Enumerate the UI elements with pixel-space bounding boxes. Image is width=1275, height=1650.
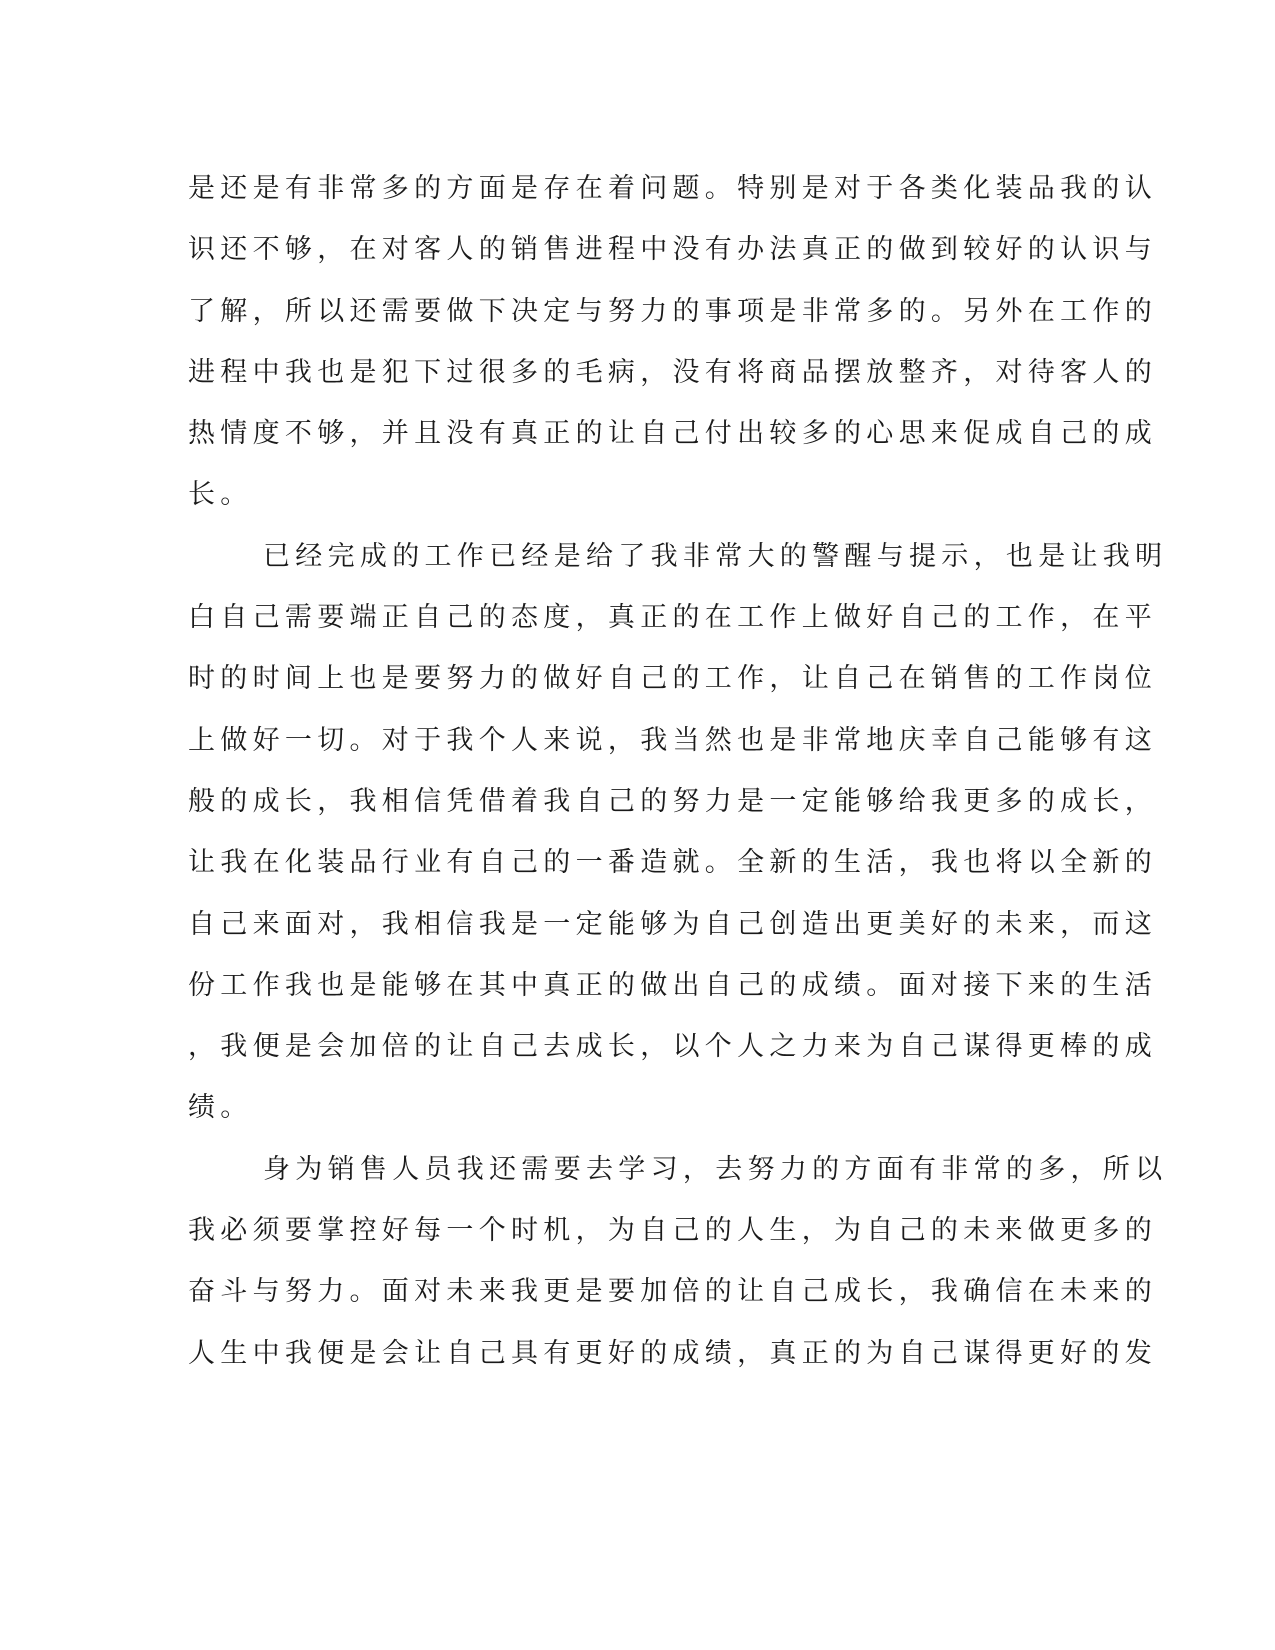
text-line: 般的成长，我相信凭借着我自己的努力是一定能够给我更多的成长， bbox=[188, 785, 1157, 817]
text-line: 奋斗与努力。面对未来我更是要加倍的让自己成长，我确信在未来的 bbox=[188, 1276, 1157, 1308]
text-line: 识还不够，在对客人的销售进程中没有办法真正的做到较好的认识与 bbox=[188, 234, 1157, 266]
text-line: 进程中我也是犯下过很多的毛病，没有将商品摆放整齐，对待客人的 bbox=[188, 356, 1157, 388]
text-line: 是还是有非常多的方面是存在着问题。特别是对于各类化装品我的认 bbox=[188, 173, 1157, 204]
text-line: 白自己需要端正自己的态度，真正的在工作上做好自己的工作，在平 bbox=[188, 602, 1157, 634]
text-line: 让我在化装品行业有自己的一番造就。全新的生活，我也将以全新的 bbox=[188, 847, 1157, 879]
text-line: 了解，所以还需要做下决定与努力的事项是非常多的。另外在工作的 bbox=[188, 295, 1157, 327]
text-line: 已经完成的工作已经是给了我非常大的警醒与提示，也是让我明 bbox=[263, 540, 1168, 572]
text-line: 热情度不够，并且没有真正的让自己付出较多的心思来促成自己的成 bbox=[188, 418, 1157, 450]
text-line: 长。 bbox=[188, 479, 253, 511]
text-line: 身为销售人员我还需要去学习，去努力的方面有非常的多，所以 bbox=[263, 1153, 1168, 1185]
text-line: 上做好一切。对于我个人来说，我当然也是非常地庆幸自己能够有这 bbox=[188, 724, 1157, 756]
text-line: 自己来面对，我相信我是一定能够为自己创造出更美好的未来，而这 bbox=[188, 908, 1157, 940]
text-line: ，我便是会加倍的让自己去成长，以个人之力来为自己谋得更棒的成 bbox=[188, 1031, 1157, 1063]
text-line: 绩。 bbox=[188, 1092, 253, 1124]
text-line: 我必须要掌控好每一个时机，为自己的人生，为自己的未来做更多的 bbox=[188, 1215, 1157, 1247]
paragraph-2 bbox=[188, 526, 1168, 1139]
document-body bbox=[188, 158, 1168, 1384]
text-line: 时的时间上也是要努力的做好自己的工作，让自己在销售的工作岗位 bbox=[188, 663, 1157, 695]
paragraph-3 bbox=[188, 1139, 1168, 1384]
text-line: 人生中我便是会让自己具有更好的成绩，真正的为自己谋得更好的发 bbox=[188, 1337, 1157, 1369]
paragraph-1 bbox=[188, 158, 1157, 526]
text-line: 份工作我也是能够在其中真正的做出自己的成绩。面对接下来的生活 bbox=[188, 969, 1157, 1001]
